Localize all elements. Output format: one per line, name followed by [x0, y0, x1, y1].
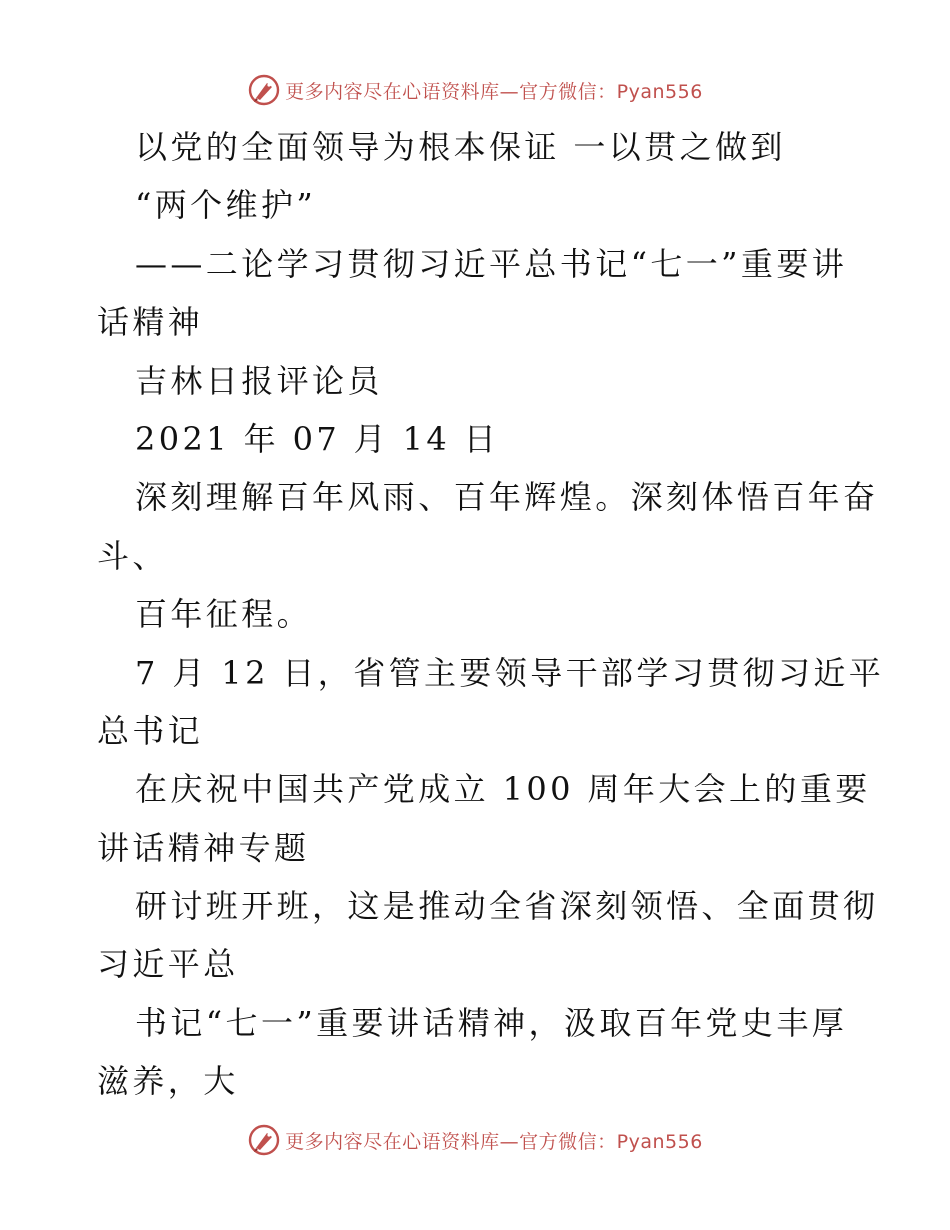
paragraph-line: 总书记 — [97, 711, 204, 750]
title-line-1: 以党的全面领导为根本保证 一以贯之做到 — [135, 128, 786, 166]
paragraph-line: 7 月 12 日，省管主要领导干部学习贯彻习近平 — [135, 653, 885, 692]
watermark-text: 更多内容尽在心语资料库—官方微信：Pyan556 — [285, 80, 703, 103]
paragraph-line: 讲话精神专题 — [97, 828, 310, 867]
subtitle-line-1: ——二论学习贯彻习近平总书记“七一”重要讲 — [135, 244, 848, 283]
subtitle-line-2: 话精神 — [97, 303, 204, 342]
paragraph-line: 深刻理解百年风雨、百年辉煌。深刻体悟百年奋 — [135, 478, 879, 517]
paragraph-line: 研讨班开班，这是推动全省深刻领悟、全面贯彻 — [135, 887, 879, 926]
title-line-2: “两个维护” — [135, 186, 317, 225]
paragraph-line: 滋养，大 — [97, 1062, 239, 1101]
watermark-header — [0, 70, 950, 110]
author-line: 吉林日报评论员 — [135, 361, 383, 400]
paragraph-line: 习近平总 — [97, 945, 239, 984]
paragraph-line: 书记“七一”重要讲话精神，汲取百年党史丰厚 — [135, 1003, 848, 1042]
pen-logo-icon — [247, 73, 281, 107]
paragraph-line: 在庆祝中国共产党成立 100 周年大会上的重要 — [135, 770, 871, 809]
pen-logo-icon — [247, 1123, 281, 1157]
watermark-footer — [0, 1120, 950, 1160]
watermark-text: 更多内容尽在心语资料库—官方微信：Pyan556 — [285, 1130, 703, 1153]
paragraph-line: 百年征程。 — [135, 595, 313, 634]
date-line: 2021 年 07 月 14 日 — [135, 419, 500, 458]
paragraph-line: 斗、 — [97, 536, 168, 575]
document-body — [97, 118, 885, 1111]
